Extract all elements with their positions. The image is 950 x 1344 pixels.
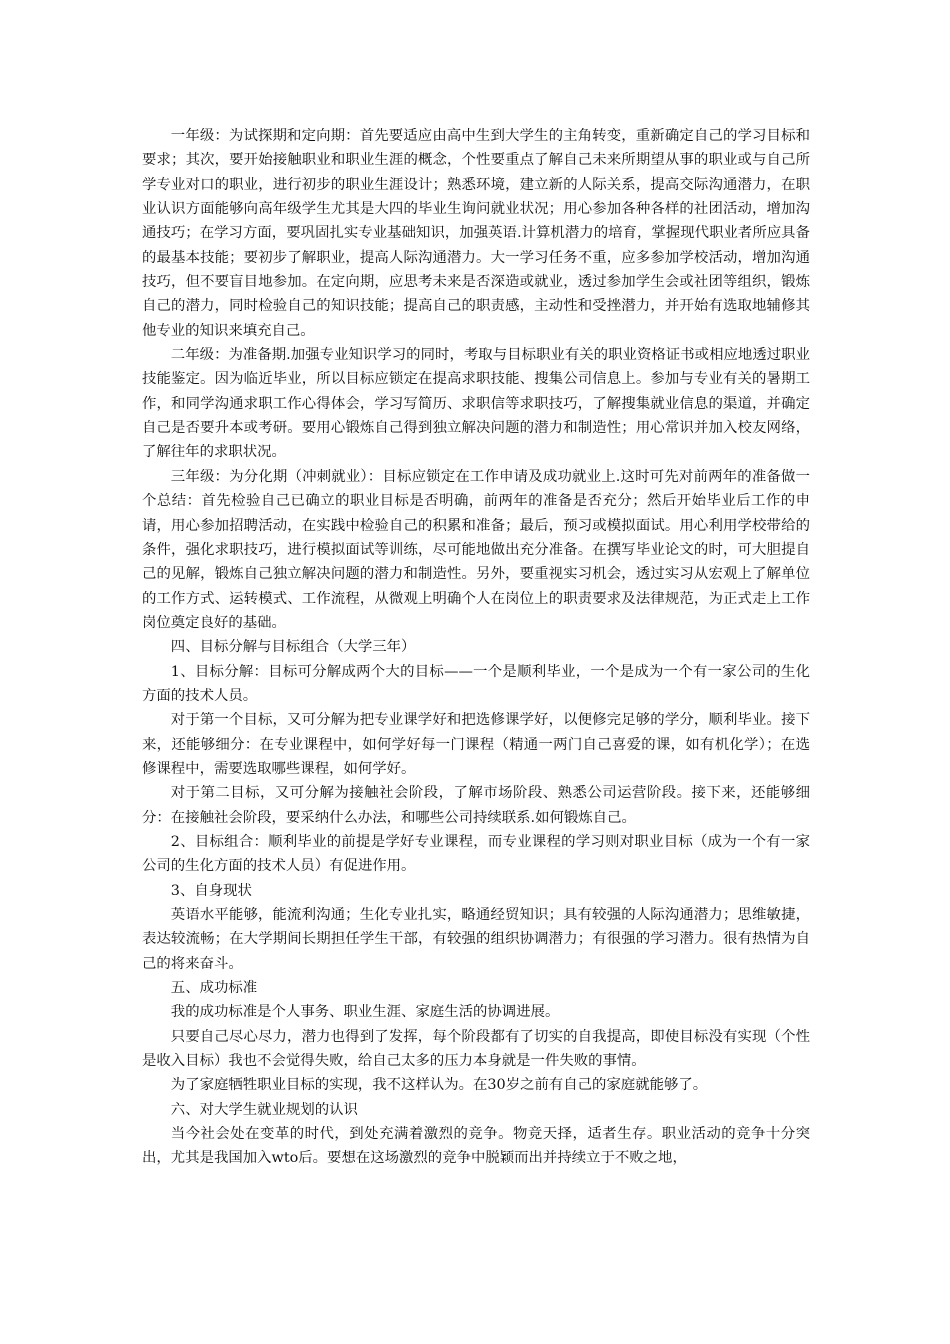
paragraph-effort: 只要自己尽心尽力，潜力也得到了发挥，每个阶段都有了切实的自我提高，即使目标没有实现（个性是收入目标）我也不会觉得失败，给自己太多的压力本身就是一件失败的事情。 (142, 1028, 810, 1070)
document-body (142, 124, 810, 1171)
paragraph-current-status: 英语水平能够，能流利沟通；生化专业扎实，略通经贸知识；具有较强的人际沟通潜力；思维敏捷，表达较流畅；在大学期间长期担任学生干部，有较强的组织协调潜力；有很强的学习潜力。很有热情为自己的将来奋斗。 (142, 907, 810, 972)
paragraph-year-two: 二年级：为准备期.加强专业知识学习的同时，考取与目标职业有关的职业资格证书或相应地透过职业技能鉴定。因为临近毕业，所以目标应锁定在提高求职技能、搜集公司信息上。参加与专业有关的暑期工作，和同学沟通求职工作心得体会，学习写简历、求职信等求职技巧，了解搜集就业信息的渠道，并确定自己是否要升本或考研。要用心锻炼自己得到独立解决问题的潜力和制造性；用心常识并加入校友网络，了解往年的求职状况。 (142, 347, 810, 461)
paragraph-success-criteria: 我的成功标准是个人事务、职业生涯、家庭生活的协调进展。 (170, 1004, 560, 1021)
paragraph-goal-combination: 2、目标组合：顺利毕业的前提是学好专业课程，而专业课程的学习则对职业目标（成为一个有一家公司的生化方面的技术人员）有促进作用。 (142, 833, 810, 875)
paragraph-goal-decomposition: 1、目标分解：目标可分解成两个大的目标——一个是顺利毕业，一个是成为一个有一家公司的生化方面的技术人员。 (142, 663, 810, 704)
paragraph-competition: 当今社会处在变革的时代，到处充满着激烈的竞争。物竞天择，适者生存。职业活动的竞争十分突出，尤其是我国加入wto后。要想在这场激烈的竞争中脱颖而出并持续立于不败之地， (142, 1126, 810, 1167)
section-heading-success-criteria: 五、成功标准 (170, 980, 258, 997)
section-heading-employment-planning: 六、对大学生就业规划的认识 (170, 1101, 358, 1118)
paragraph-year-three: 三年级：为分化期（冲刺就业）：目标应锁定在工作申请及成功就业上.这时可先对前两年的准备做一个总结：首先检验自己已确立的职业目标是否明确，前两年的准备是否充分；然后开始毕业后工作的申请，用心参加招聘活动，在实践中检验自己的积累和准备；最后，预习或模拟面试。用心利用学校带给的条件，强化求职技巧，进行模拟面试等训练，尽可能地做出充分准备。在撰写毕业论文的时，可大胆提自己的见解，锻炼自己独立解决问题的潜力和制造性。另外，要重视实习机会，透过实习从宏观上了解单位的工作方式、运转模式、工作流程，从微观上明确个人在岗位上的职责要求及法律规范，为正式走上工作岗位奠定良好的基础。 (142, 468, 810, 631)
paragraph-second-goal: 对于第二目标，又可分解为接触社会阶段，了解市场阶段、熟悉公司运营阶段。接下来，还能够细分：在接触社会阶段，要采纳什么办法，和哪些公司持续联系.如何锻炼自己。 (142, 785, 810, 826)
section-heading-goal-decomposition: 四、目标分解与目标组合（大学三年） (170, 639, 416, 656)
paragraph-year-one: 一年级：为试探期和定向期：首先要适应由高中生到大学生的主角转变，重新确定自己的学习目标和要求；其次，要开始接触职业和职业生涯的概念，个性要重点了解自己未来所期望从事的职业或与自己所学专业对口的职业，进行初步的职业生涯设计；熟悉环境，建立新的人际关系，提高交际沟通潜力，在职业认识方面能够向高年级学生尤其是大四的毕业生询问就业状况；用心参加各种各样的社团活动，增加沟通技巧；在学习方面，要巩固扎实专业基础知识，加强英语.计算机潜力的培育，掌握现代职业者所应具备的最基本技能；要初步了解职业，提高人际沟通潜力。大一学习任务不重，应多参加学校活动，增加沟通技巧，但不要盲目地参加。在定向期，应思考未来是否深造或就业，透过参加学生会或社团等组织，锻炼自己的潜力，同时检验自己的知识技能；提高自己的职责感，主动性和受挫潜力，并开始有选取地辅修其他专业的知识来填充自己。 (142, 128, 810, 339)
subheading-current-status: 3、自身现状 (170, 882, 252, 899)
paragraph-family: 为了家庭牺牲职业目标的实现，我不这样认为。在30岁之前有自己的家庭就能够了。 (170, 1077, 708, 1094)
paragraph-first-goal: 对于第一个目标，又可分解为把专业课学好和把选修课学好，以便修完足够的学分，顺利毕业。接下来，还能够细分：在专业课程中，如何学好每一门课程（精通一两门自己喜爱的课，如有机化学）；在选修课程中，需要选取哪些课程，如何学好。 (142, 712, 810, 777)
